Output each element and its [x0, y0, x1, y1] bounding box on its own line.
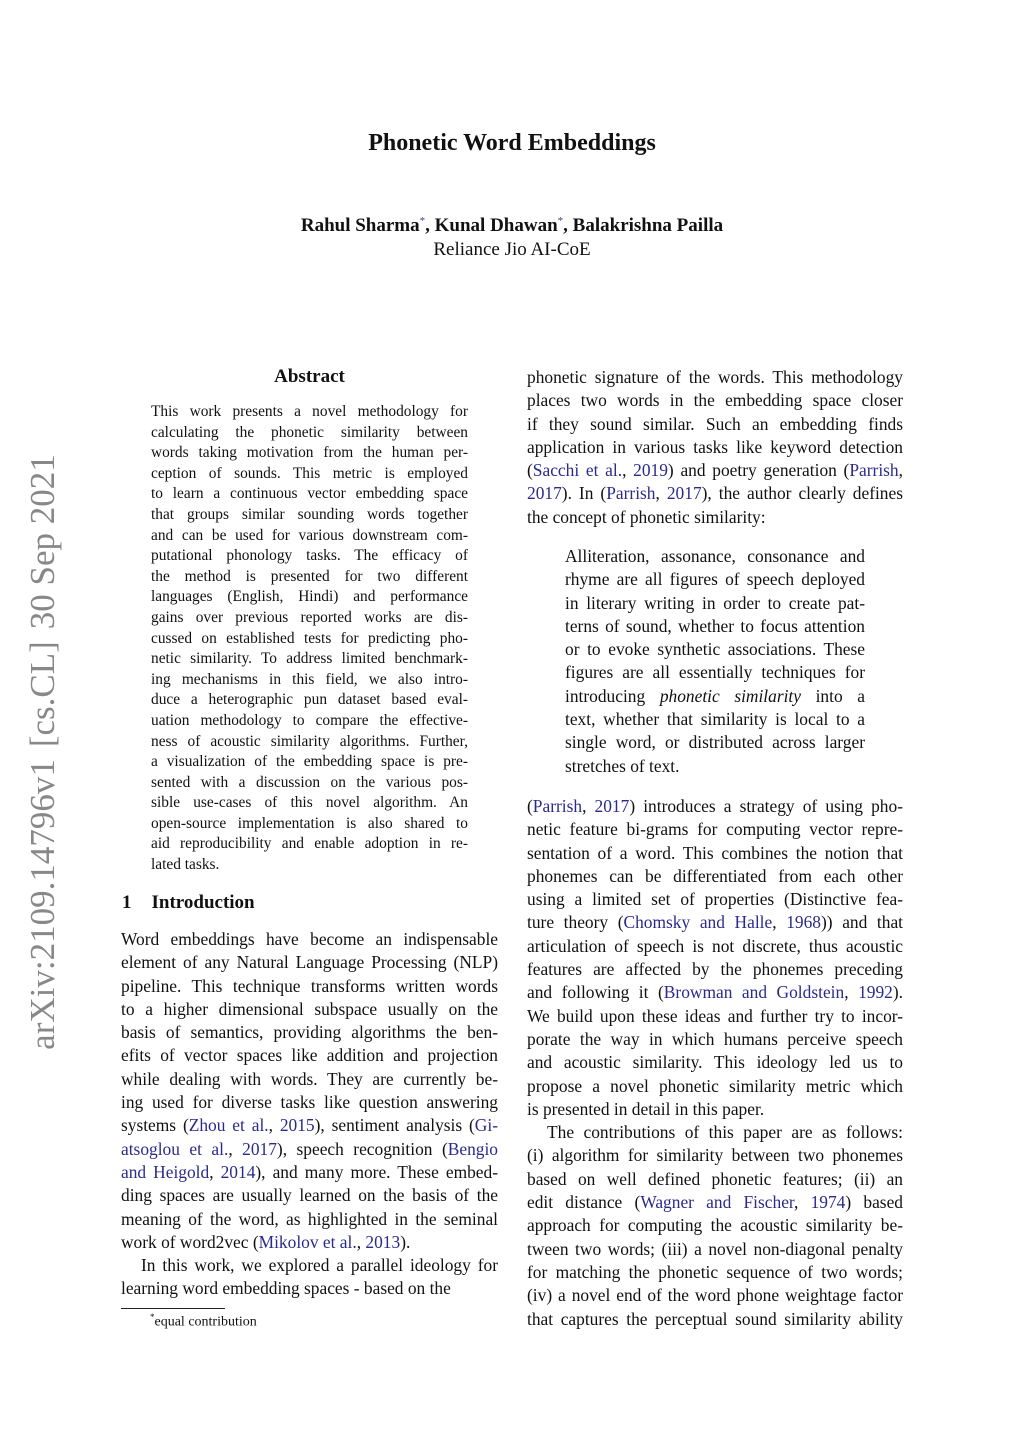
text-run: propose a novel phonetic similarity metric which	[527, 1075, 903, 1096]
abstract-body	[151, 402, 468, 876]
citation-link[interactable]: and Heigold	[121, 1161, 210, 1182]
text-line	[151, 629, 468, 650]
text-line	[121, 1044, 498, 1067]
text-run: ing mechanisms in this field, we also intro-	[151, 670, 468, 688]
text-line	[527, 413, 903, 436]
text-line	[527, 795, 903, 818]
text-run: lated tasks.	[151, 856, 220, 874]
text-run: if they sound similar. Such an embedding finds	[527, 413, 903, 434]
text-line	[527, 1238, 903, 1261]
text-line	[527, 911, 903, 934]
citation-link[interactable]: Mikolov et al.	[258, 1231, 357, 1252]
text-run: application in various tasks like keyword detection	[527, 436, 903, 457]
text-run: uation methodology to compare the effective-	[151, 711, 468, 729]
text-line	[151, 793, 468, 814]
text-run: efits of vector spaces like addition and projection	[121, 1045, 498, 1066]
text-line	[151, 484, 468, 505]
text-line	[151, 649, 468, 670]
citation-link[interactable]: Bengio	[447, 1138, 498, 1159]
text-run: or to evoke synthetic associations. These	[565, 639, 865, 660]
text-run: ,	[268, 1115, 280, 1136]
text-run: ,	[228, 1138, 243, 1159]
citation-link[interactable]: 2017	[594, 796, 630, 816]
citation-link[interactable]: 2013	[365, 1231, 401, 1252]
text-run: porate the way in which humans perceive speech	[527, 1028, 903, 1049]
block-quote	[565, 545, 865, 778]
intro-right-column-bottom	[527, 795, 903, 1331]
text-line	[527, 1168, 903, 1191]
arxiv-identifier	[23, 448, 63, 1056]
text-run: single word, or distributed across larger	[565, 732, 865, 753]
section-title: Introduction	[151, 892, 255, 913]
text-run: ,	[898, 460, 903, 481]
text-line	[565, 661, 865, 684]
citation-link[interactable]: 2017	[666, 483, 702, 504]
text-run: to learn a continuous vector embedding space	[151, 485, 468, 503]
text-line	[527, 981, 903, 1004]
text-line	[151, 752, 468, 773]
text-line	[527, 958, 903, 981]
text-line	[565, 731, 865, 754]
arxiv-date: 30 Sep 2021	[23, 454, 62, 630]
footnote-divider	[121, 1308, 225, 1309]
citation-link[interactable]: Parrish	[532, 796, 583, 816]
text-run: aid reproducibility and enable adoption in re-	[151, 835, 468, 853]
text-line	[121, 1138, 498, 1161]
author-name: Balakrishna Pailla	[572, 215, 724, 236]
citation-link[interactable]: Sacchi et al.	[532, 460, 623, 481]
text-run: calculating the phonetic similarity between	[151, 423, 468, 441]
arxiv-id: arXiv:2109.14796v1	[23, 759, 62, 1050]
text-run: is presented in detail in this paper.	[527, 1098, 765, 1119]
text-line	[527, 1191, 903, 1214]
text-line	[151, 834, 468, 855]
text-line	[527, 1028, 903, 1051]
text-run: terns of sound, whether to focus attention	[565, 615, 865, 636]
arxiv-category: [cs.CL]	[23, 641, 62, 748]
text-run: (	[527, 460, 533, 481]
text-line	[565, 568, 865, 591]
text-run: features are affected by the phonemes preceding	[527, 959, 903, 980]
text-run: (i) algorithm for similarity between two phonemes	[527, 1145, 903, 1166]
text-run: ture theory (	[527, 912, 624, 933]
text-run: systems (	[121, 1115, 189, 1136]
citation-link[interactable]: 1974	[810, 1192, 846, 1213]
text-run: ) and poetry generation (	[667, 460, 850, 481]
text-line	[527, 1284, 903, 1307]
text-run: )) and that	[820, 912, 904, 933]
text-run: languages (English, Hindi) and performance	[151, 588, 468, 606]
text-line	[121, 998, 498, 1021]
text-line	[151, 690, 468, 711]
text-line	[121, 1184, 498, 1207]
citation-link[interactable]: Wagner and Fischer	[640, 1192, 795, 1213]
text-run: ing used for diverse tasks like question answering	[121, 1092, 498, 1113]
text-line	[121, 1231, 498, 1254]
text-run: figures are all essentially techniques for	[565, 662, 865, 683]
text-run: ), the author clearly defines	[701, 483, 903, 504]
text-run: sible use-cases of this novel algorithm. An	[151, 794, 468, 812]
text-run: duce a heterographic pun dataset based eval-	[151, 691, 468, 709]
text-line	[151, 608, 468, 629]
text-run: ding spaces are usually learned on the basis of the	[121, 1185, 498, 1206]
text-line	[121, 1254, 498, 1277]
text-run: ) introduces a strategy of using pho-	[629, 796, 903, 816]
text-line	[527, 935, 903, 958]
text-line	[527, 1308, 903, 1331]
intro-left-column	[121, 928, 498, 1301]
text-run: ness of acoustic similarity algorithms. Further,	[151, 732, 468, 750]
text-line	[151, 402, 468, 423]
text-line	[121, 1021, 498, 1044]
text-line	[527, 888, 903, 911]
text-line	[151, 443, 468, 464]
text-line	[565, 638, 865, 661]
text-run: based on well defined phonetic features; (ii) an	[527, 1168, 903, 1189]
text-run: ). In (	[561, 483, 607, 504]
text-run: Word embeddings have become an indispensable	[121, 929, 498, 949]
paragraph	[527, 795, 903, 1121]
text-run: while dealing with words. They are currently be-	[121, 1068, 498, 1089]
text-line	[151, 711, 468, 732]
text-run: ), sentiment analysis (	[314, 1115, 475, 1136]
footnote-mark[interactable]: *	[557, 215, 564, 227]
citation-link[interactable]: Zhou et al.	[188, 1115, 269, 1136]
text-line	[527, 1261, 903, 1284]
text-run: phonetic signature of the words. This methodology	[527, 367, 903, 387]
paragraph	[565, 545, 865, 778]
text-line	[121, 1208, 498, 1231]
text-run: words taking motivation from the human per-	[151, 444, 468, 462]
text-line	[121, 951, 498, 974]
text-run: We build upon these ideas and further try to incor-	[527, 1005, 903, 1026]
italic-text: phonetic similarity	[659, 685, 801, 706]
text-line	[527, 506, 903, 529]
citation-link[interactable]: 1968	[786, 912, 821, 933]
text-line	[565, 592, 865, 615]
text-line	[527, 1005, 903, 1028]
text-run: cussed on established tests for predicting pho-	[151, 629, 468, 647]
footnote	[150, 1312, 257, 1331]
text-line	[151, 567, 468, 588]
text-line	[527, 436, 903, 459]
text-run: learning word embedding spaces - based on the	[121, 1278, 451, 1299]
paragraph	[527, 1121, 903, 1331]
text-run: ) based	[845, 1192, 903, 1213]
text-run: approach for computing the acoustic similarity be-	[527, 1215, 903, 1236]
text-run: stretches of text.	[565, 755, 680, 776]
text-run: and acoustic similarity. This ideology led us to	[527, 1052, 903, 1073]
citation-link[interactable]: Chomsky and Halle	[623, 912, 773, 933]
text-line	[121, 975, 498, 998]
citation-link[interactable]: 2015	[279, 1115, 315, 1136]
text-run: a visualization of the embedding space is pre-	[151, 753, 468, 771]
citation-link[interactable]: Gi-	[474, 1115, 498, 1136]
text-line	[151, 464, 468, 485]
citation-link[interactable]: 1992	[858, 982, 893, 1003]
text-line	[151, 773, 468, 794]
abstract-heading: Abstract	[274, 366, 345, 387]
footnote-mark: *	[150, 1312, 155, 1322]
text-run: The contributions of this paper are as follows:	[547, 1122, 903, 1143]
text-run: and can be used for various downstream com-	[151, 526, 468, 544]
paper-title: Phonetic Word Embeddings	[368, 130, 656, 156]
text-run: ).	[892, 982, 903, 1003]
text-line	[527, 1144, 903, 1167]
text-run: Alliteration, assonance, consonance and	[565, 546, 865, 566]
text-run: that captures the perceptual sound similarity ability	[527, 1308, 903, 1329]
text-line	[151, 732, 468, 753]
text-run: articulation of speech is not discrete, thus acoustic	[527, 935, 903, 956]
text-run: the method is presented for two different	[151, 567, 468, 585]
paragraph	[151, 402, 468, 876]
text-run: tween two words; (iii) a novel non-diagonal penalty	[527, 1238, 903, 1259]
section-heading-introduction	[122, 892, 255, 914]
citation-link[interactable]: 2014	[220, 1161, 256, 1182]
text-line	[121, 1161, 498, 1184]
text-line	[527, 459, 903, 482]
text-run: ,	[209, 1161, 221, 1182]
text-line	[565, 685, 865, 708]
text-run: element of any Natural Language Processing (NLP)	[121, 952, 498, 973]
text-run: ,	[582, 796, 595, 816]
text-line	[565, 708, 865, 731]
author-list: Rahul Sharma*, Kunal Dhawan*, Balakrishna Pailla	[300, 215, 724, 236]
text-line	[121, 1277, 498, 1300]
text-run: edit distance (	[527, 1192, 641, 1213]
text-run: netic similarity. To address limited benchmark-	[151, 650, 468, 668]
text-run: ), and many more. These embed-	[255, 1161, 498, 1182]
text-run: ception of sounds. This metric is employed	[151, 464, 468, 482]
text-line	[527, 842, 903, 865]
text-run: ), speech recognition (	[276, 1138, 448, 1159]
text-run: introducing	[565, 685, 660, 706]
paragraph	[527, 366, 903, 529]
text-line	[151, 855, 468, 876]
text-line	[151, 587, 468, 608]
text-run: the concept of phonetic similarity:	[527, 506, 766, 527]
text-run: and following it (	[527, 982, 664, 1003]
text-run: (iv) a novel end of the word phone weightage factor	[527, 1285, 903, 1306]
text-line	[527, 366, 903, 389]
text-run: meaning of the word, as highlighted in the seminal	[121, 1208, 498, 1229]
text-run: to a higher dimensional subspace usually on the	[121, 998, 498, 1019]
text-line	[151, 670, 468, 691]
text-run: work of word2vec (	[121, 1231, 259, 1252]
text-line	[565, 615, 865, 638]
citation-link[interactable]: 2017	[242, 1138, 277, 1159]
text-run: using a limited set of properties (Distinctive fea-	[527, 889, 903, 910]
text-run: text, whether that similarity is local to a	[565, 709, 865, 730]
footnote-mark[interactable]: *	[419, 215, 426, 227]
text-run: that groups similar sounding words together	[151, 505, 468, 523]
text-run: ,	[794, 1192, 811, 1213]
text-line	[527, 1121, 903, 1144]
text-run: ,	[655, 483, 667, 504]
text-line	[151, 526, 468, 547]
paragraph	[121, 928, 498, 1254]
text-line	[121, 1114, 498, 1137]
text-line	[527, 1075, 903, 1098]
section-number: 1	[122, 892, 132, 913]
text-line	[151, 423, 468, 444]
citation-link[interactable]: atsoglou et al.	[121, 1138, 229, 1159]
text-line	[151, 814, 468, 835]
citation-link[interactable]: Browman and Goldstein	[663, 982, 845, 1003]
footnote-text: equal contribution	[154, 1314, 257, 1330]
author-name: Kunal Dhawan	[434, 215, 558, 236]
text-run: ).	[400, 1231, 411, 1252]
text-run: This work presents a novel methodology for	[151, 403, 468, 420]
text-run: ,	[844, 982, 859, 1003]
text-run: ,	[622, 460, 634, 481]
affiliation: Reliance Jio AI-CoE	[433, 239, 591, 260]
text-line	[527, 389, 903, 412]
text-run: gains over previous reported works are dis-	[151, 608, 468, 626]
citation-link[interactable]: Parrish	[849, 460, 899, 481]
text-line	[527, 1098, 903, 1121]
text-line	[121, 1068, 498, 1091]
intro-right-column-top	[527, 366, 903, 529]
text-run: basis of semantics, providing algorithms the ben-	[121, 1022, 498, 1043]
text-line	[527, 1051, 903, 1074]
citation-link[interactable]: 2019	[633, 460, 668, 481]
text-line	[151, 505, 468, 526]
text-run: netic feature bi-grams for computing vector repre-	[527, 819, 903, 840]
text-line	[565, 755, 865, 778]
text-run: places two words in the embedding space closer	[527, 390, 903, 411]
text-line	[151, 546, 468, 567]
text-line	[527, 482, 903, 505]
text-line	[121, 1091, 498, 1114]
text-run: ,	[772, 912, 787, 933]
author-name: Rahul Sharma	[300, 215, 420, 236]
text-run: (	[527, 796, 533, 816]
text-run: pipeline. This technique transforms written words	[121, 975, 498, 996]
paragraph	[121, 1254, 498, 1301]
text-run: In this work, we explored a parallel ideology for	[141, 1255, 498, 1276]
text-run: sentation of a word. This combines the notion that	[527, 842, 903, 863]
text-line	[527, 818, 903, 841]
text-run: sented with a discussion on the various pos-	[151, 773, 468, 791]
text-run: ,	[356, 1231, 366, 1252]
text-run: for matching the phonetic sequence of two words;	[527, 1261, 903, 1282]
text-line	[527, 1214, 903, 1237]
text-run: phonemes can be differentiated from each other	[527, 865, 903, 886]
text-run: in literary writing in order to create pat-	[565, 592, 865, 613]
citation-link[interactable]: 2017	[527, 483, 562, 504]
text-run: open-source implementation is also shared to	[151, 814, 468, 832]
text-line	[565, 545, 865, 568]
text-line	[527, 865, 903, 888]
text-run: into a	[800, 685, 865, 706]
text-run: putational phonology tasks. The efficacy of	[151, 547, 468, 565]
text-line	[121, 928, 498, 951]
citation-link[interactable]: Parrish	[606, 483, 656, 504]
text-run: rhyme are all figures of speech deployed	[565, 569, 865, 590]
